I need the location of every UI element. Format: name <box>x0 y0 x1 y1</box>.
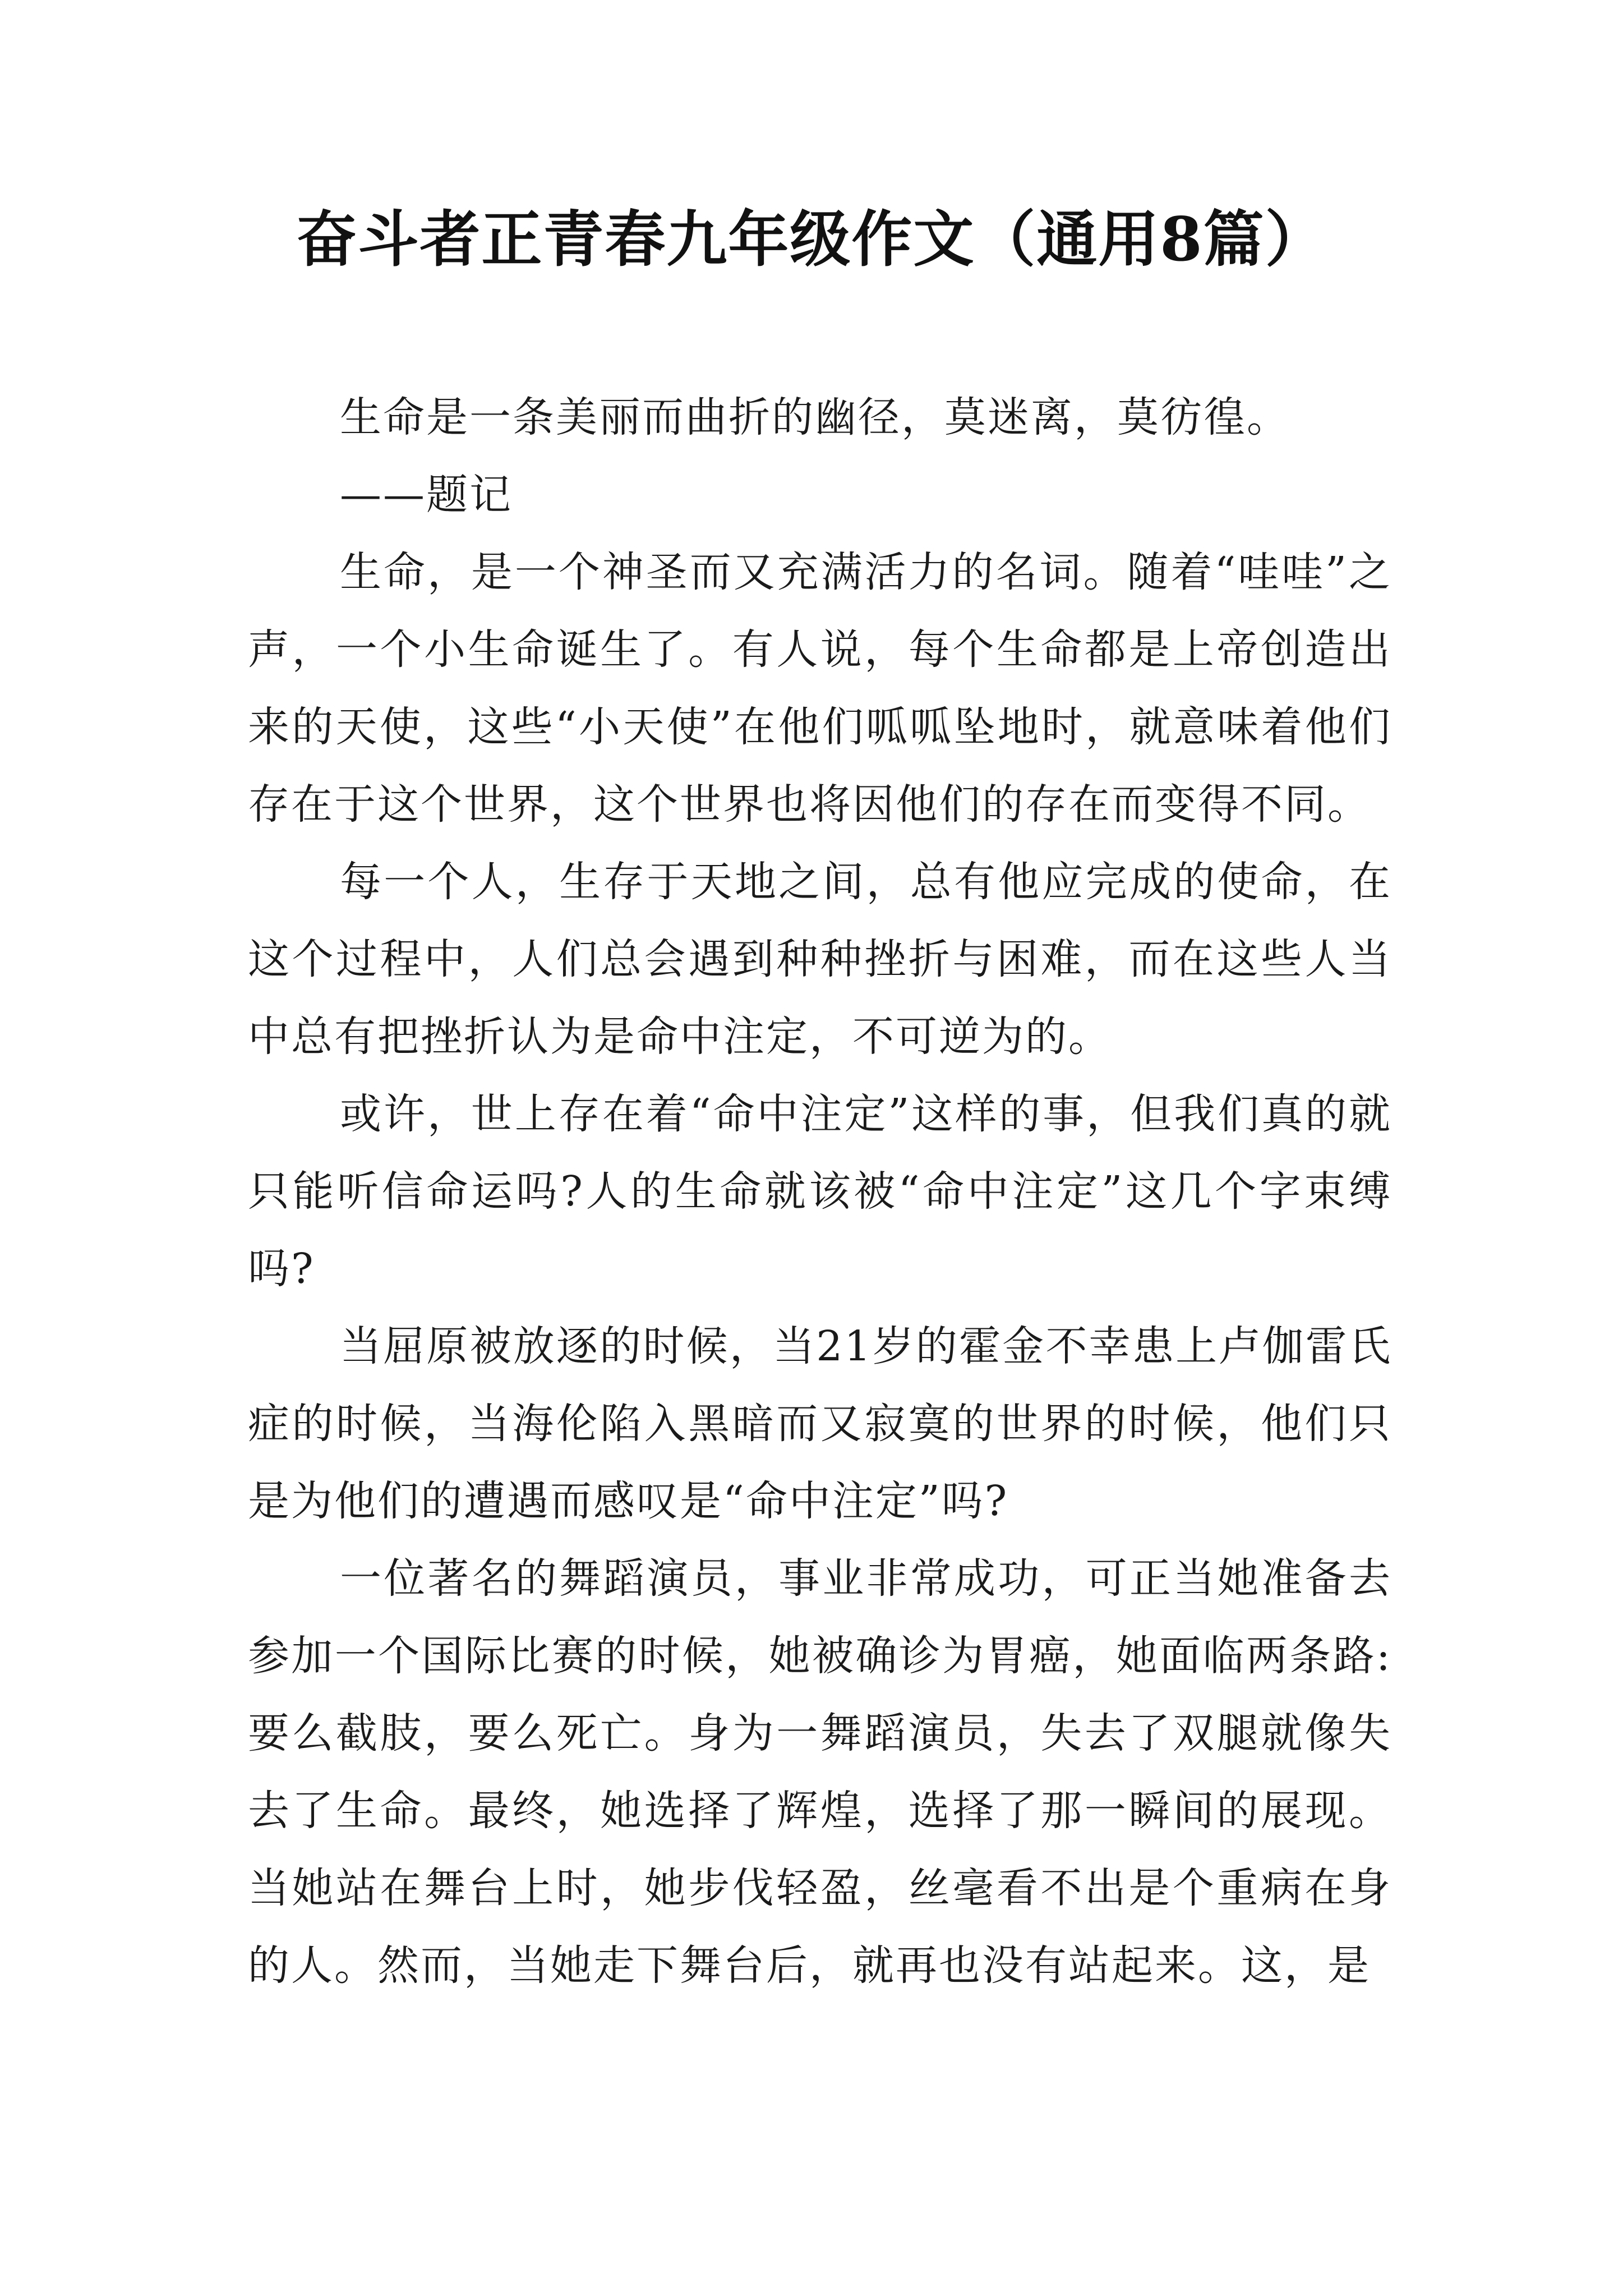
document-title: 奋斗者正青春九年级作文（通用8篇） <box>296 204 1327 275</box>
paragraph-4: 当屈原被放逐的时候，当21岁的霍金不幸患上卢伽雷氏症的时候，当海伦陷入黑暗而又寂寞的世界的时候，他们只是为他们的遭遇而感叹是“命中注定”吗? <box>248 1322 1392 1525</box>
paragraph-5: 一位著名的舞蹈演员，事业非常成功，可正当她准备去参加一个国际比赛的时候，她被确诊为胃癌，她面临两条路:要么截肢，要么死亡。身为一舞蹈演员，失去了双腿就像失去了生命。最终，她选择了辉煌，选择了那一瞬间的展现。当她站在舞台上时，她步伐轻盈，丝毫看不出是个重病在身的人。然而，当她走下舞台后，就再也没有站起来。这，是 <box>248 1554 1392 1990</box>
paragraph-3: 或许，世上存在着“命中注定”这样的事，但我们真的就只能听信命运吗?人的生命就该被“命中注定”这几个字束缚吗? <box>248 1090 1392 1293</box>
paragraph-1: 生命，是一个神圣而又充满活力的名词。随着“哇哇”之声，一个小生命诞生了。有人说，每个生命都是上帝创造出来的天使，这些“小天使”在他们呱呱坠地时，就意味着他们存在于这个世界，这个世界也将因他们的存在而变得不同。 <box>248 548 1392 829</box>
paragraph-epigraph: 生命是一条美丽而曲折的幽径，莫迷离，莫彷徨。 <box>340 393 1290 441</box>
paragraph-epigraph-attribution: ——题记 <box>340 471 513 519</box>
paragraph-2: 每一个人，生存于天地之间，总有他应完成的使命，在这个过程中，人们总会遇到种种挫折与困难，而在这些人当中总有把挫折认为是命中注定，不可逆为的。 <box>248 858 1392 1061</box>
document-body <box>248 379 1392 2004</box>
